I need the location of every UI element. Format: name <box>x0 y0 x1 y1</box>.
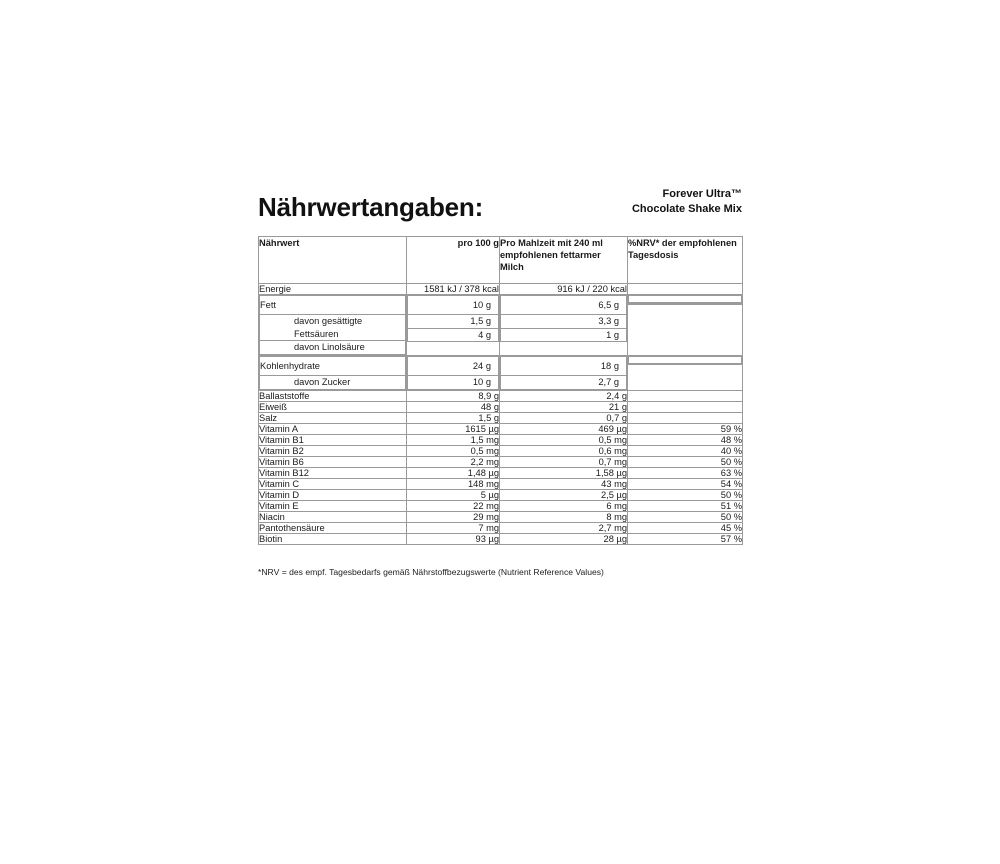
cell-nrv: 57 % <box>628 533 743 544</box>
cell-per-100g <box>407 294 500 355</box>
nutrition-table <box>258 236 743 545</box>
column-header-per-meal: Pro Mahlzeit mit 240 ml empfohlenen fettarmer Milch <box>500 236 628 283</box>
cell-nutrient: Vitamin E <box>259 500 407 511</box>
cell-nutrient: Vitamin B6 <box>259 456 407 467</box>
cell-nrv: 45 % <box>628 522 743 533</box>
cell-per-meal: 2,5 µg <box>500 489 628 500</box>
table-row <box>259 489 743 500</box>
cell-per-100g <box>407 355 500 390</box>
cell-per-100g: 5 µg <box>407 489 500 500</box>
cell-nrv: 40 % <box>628 445 743 456</box>
cell-per-meal: 6 mg <box>500 500 628 511</box>
sub-cell-perMeal: 3,3 g <box>501 315 627 329</box>
cell-per-meal: 0,7 mg <box>500 456 628 467</box>
cell-per-meal: 2,4 g <box>500 390 628 401</box>
cell-perMeal: 18 g <box>501 356 627 376</box>
sub-cell-per100g: 4 g <box>408 328 499 342</box>
table-row <box>259 522 743 533</box>
sub-cell-perMeal: 2,7 g <box>501 376 627 390</box>
cell-per-meal: 43 mg <box>500 478 628 489</box>
product-name-line2: Chocolate Shake Mix <box>631 202 742 215</box>
table-row <box>259 355 743 390</box>
cell-nrv: 63 % <box>628 467 743 478</box>
table-head <box>259 236 743 283</box>
cell-nutrient: Vitamin A <box>259 423 407 434</box>
sub-cell-per100g: 1,5 g <box>408 315 499 329</box>
table-body <box>259 283 743 544</box>
cell-nrv: 50 % <box>628 489 743 500</box>
cell-nutrient: Biotin <box>259 533 407 544</box>
cell-nrv: 59 % <box>628 423 743 434</box>
cell-per-meal: 0,5 mg <box>500 434 628 445</box>
cell-label: Fett <box>260 295 406 315</box>
cell-nrv: 50 % <box>628 511 743 522</box>
product-name-line1: Forever Ultra™ <box>662 188 742 200</box>
cell-per-meal: 0,7 g <box>500 412 628 423</box>
page-title: Nährwertangaben: <box>258 192 484 222</box>
cell-nutrient <box>259 355 407 390</box>
cell-per-100g: 1,5 g <box>407 412 500 423</box>
table-row <box>259 294 743 355</box>
cell-per-meal: 1,58 µg <box>500 467 628 478</box>
cell-per-100g: 1615 µg <box>407 423 500 434</box>
product-name <box>632 185 742 217</box>
cell-label: Kohlenhydrate <box>260 356 406 376</box>
cell-nrv <box>629 356 742 363</box>
table-row <box>259 423 743 434</box>
cell-per-meal: 28 µg <box>500 533 628 544</box>
cell-per-meal <box>500 294 628 355</box>
cell-nutrient: Salz <box>259 412 407 423</box>
cell-nrv <box>628 283 743 294</box>
cell-nutrient <box>259 294 407 355</box>
cell-per-meal: 469 µg <box>500 423 628 434</box>
table-row <box>259 533 743 544</box>
table-row <box>259 478 743 489</box>
sub-cell-nrv <box>629 363 742 364</box>
column-header-nrv: %NRV* der empfohlenen Tagesdosis <box>628 236 743 283</box>
cell-per-100g: 0,5 mg <box>407 445 500 456</box>
table-row <box>259 456 743 467</box>
nutrition-sheet <box>258 185 742 577</box>
sub-cell-label: davon Zucker <box>260 376 406 390</box>
cell-per-100g: 1581 kJ / 378 kcal <box>407 283 500 294</box>
cell-per-100g: 1,5 mg <box>407 434 500 445</box>
cell-nrv: 51 % <box>628 500 743 511</box>
cell-nrv <box>628 412 743 423</box>
cell-nrv <box>628 355 743 390</box>
table-row <box>259 401 743 412</box>
cell-nutrient: Pantothensäure <box>259 522 407 533</box>
cell-per-100g: 2,2 mg <box>407 456 500 467</box>
cell-per-meal: 2,7 mg <box>500 522 628 533</box>
table-row <box>259 467 743 478</box>
table-row <box>259 390 743 401</box>
table-row <box>259 511 743 522</box>
sub-cell-label: davon gesättigte Fettsäuren <box>260 315 406 341</box>
cell-nutrient: Vitamin C <box>259 478 407 489</box>
cell-per-100g: 7 mg <box>407 522 500 533</box>
table-row <box>259 445 743 456</box>
cell-nutrient: Vitamin B2 <box>259 445 407 456</box>
cell-per100g: 24 g <box>408 356 499 376</box>
sub-cell-perMeal: 1 g <box>501 328 627 342</box>
cell-nrv <box>628 401 743 412</box>
column-header-per-100g: pro 100 g <box>407 236 500 283</box>
cell-per-100g: 8,9 g <box>407 390 500 401</box>
cell-nutrient: Vitamin B1 <box>259 434 407 445</box>
cell-per100g: 10 g <box>408 295 499 315</box>
table-row <box>259 434 743 445</box>
cell-per-100g: 1,48 µg <box>407 467 500 478</box>
column-header-nutrient: Nährwert <box>259 236 407 283</box>
sub-cell-label: davon Linolsäure <box>260 341 406 355</box>
cell-nrv <box>629 295 742 302</box>
cell-nrv: 48 % <box>628 434 743 445</box>
cell-per-100g: 93 µg <box>407 533 500 544</box>
cell-nutrient: Vitamin B12 <box>259 467 407 478</box>
table-header-row <box>259 236 743 283</box>
cell-per-meal: 916 kJ / 220 kcal <box>500 283 628 294</box>
table-row <box>259 500 743 511</box>
cell-nutrient: Energie <box>259 283 407 294</box>
cell-nutrient: Niacin <box>259 511 407 522</box>
sheet-header <box>258 185 742 222</box>
cell-perMeal: 6,5 g <box>501 295 627 315</box>
cell-per-meal: 0,6 mg <box>500 445 628 456</box>
cell-nrv: 50 % <box>628 456 743 467</box>
cell-per-meal: 8 mg <box>500 511 628 522</box>
cell-per-100g: 148 mg <box>407 478 500 489</box>
cell-per-100g: 48 g <box>407 401 500 412</box>
cell-per-meal: 21 g <box>500 401 628 412</box>
sub-cell-nrv <box>629 303 742 304</box>
table-row <box>259 283 743 294</box>
footnote: *NRV = des empf. Tagesbedarfs gemäß Nährstoffbezugswerte (Nutrient Reference Values) <box>258 566 604 577</box>
cell-nutrient: Eiweiß <box>259 401 407 412</box>
cell-nrv <box>628 390 743 401</box>
cell-per-meal <box>500 355 628 390</box>
cell-per-100g: 29 mg <box>407 511 500 522</box>
cell-per-100g: 22 mg <box>407 500 500 511</box>
cell-nutrient: Ballaststoffe <box>259 390 407 401</box>
cell-nutrient: Vitamin D <box>259 489 407 500</box>
table-row <box>259 412 743 423</box>
cell-nrv: 54 % <box>628 478 743 489</box>
cell-nrv <box>628 294 743 355</box>
sub-cell-per100g: 10 g <box>408 376 499 390</box>
